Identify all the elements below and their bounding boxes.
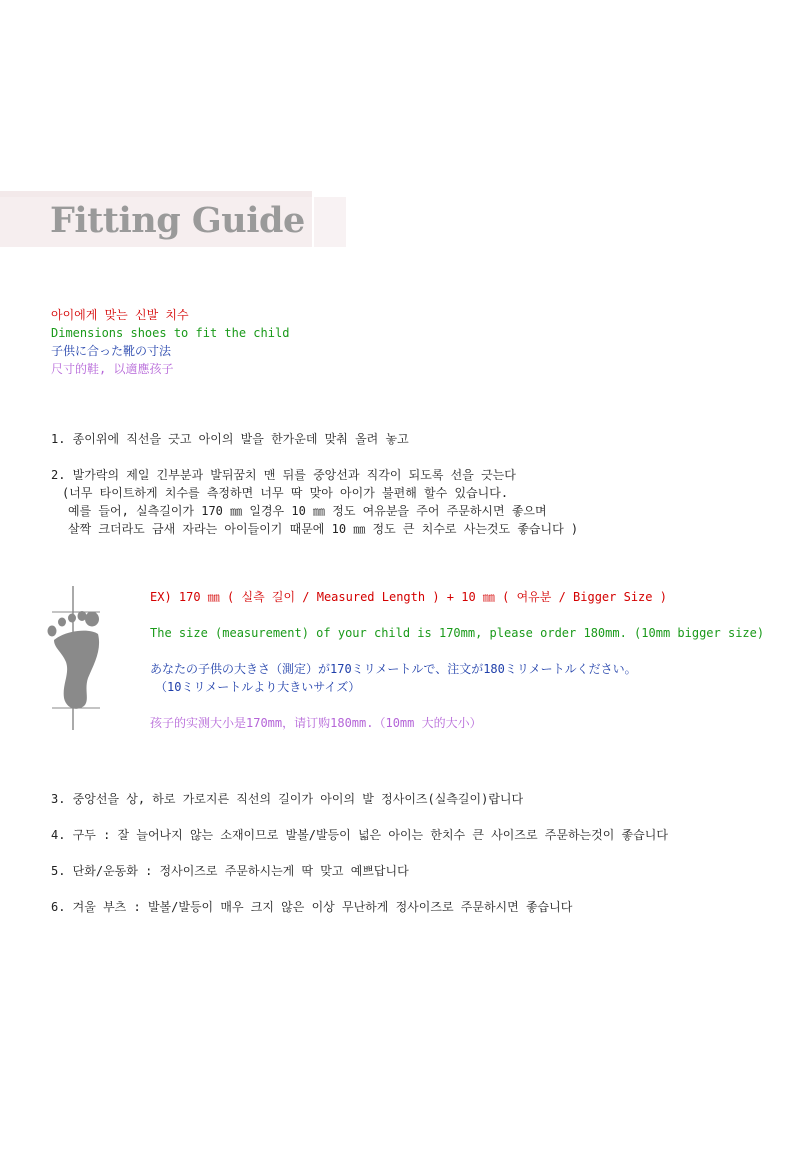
- step-6: 6. 겨울 부츠 : 발볼/발등이 매우 크지 않은 이상 무난하게 정사이즈로 주문하시면 좋습니다: [51, 900, 573, 914]
- step-1: 1. 종이위에 직선을 긋고 아이의 발을 한가운데 맞춰 올려 놓고: [51, 432, 409, 446]
- step-2-note-2: 예를 들어, 실측길이가 170 ㎜ 일경우 10 ㎜ 정도 여유분을 주어 주문하시면 좋으며: [68, 504, 547, 518]
- foot-measure-icon: [44, 586, 104, 732]
- example-japanese-1: あなたの子供の大きさ（測定）が170ミリメートルで、注文が180ミリメートルください。: [150, 662, 637, 676]
- step-2: 2. 발가락의 제일 긴부분과 발뒤꿈치 맨 뒤를 중앙선과 직각이 되도록 선을 긋는다: [51, 468, 516, 482]
- example-japanese-2: （10ミリメートルより大きいサイズ）: [155, 680, 361, 694]
- step-2-note-1: (너무 타이트하게 치수를 측정하면 너무 딱 맞아 아이가 불편해 할수 있습니다.: [62, 486, 509, 500]
- intro-korean: 아이에게 맞는 신발 치수: [51, 308, 189, 322]
- step-3: 3. 중앙선을 상, 하로 가로지른 직선의 길이가 아이의 발 정사이즈(실측길이)랍니다: [51, 792, 524, 806]
- step-4: 4. 구두 : 잘 늘어나지 않는 소재이므로 발볼/발등이 넓은 아이는 한치수 큰 사이즈로 주문하는것이 좋습니다: [51, 828, 668, 842]
- example-chinese: 孩子的实测大小是170mm，请订购180mm.（10mm 大的大小）: [150, 716, 482, 730]
- page-title: Fitting Guide: [50, 200, 305, 241]
- intro-japanese: 子供に合った靴の寸法: [51, 344, 172, 358]
- intro-chinese: 尺寸的鞋, 以適應孩子: [51, 362, 174, 376]
- example-english: The size (measurement) of your child is 170mm, please order 180mm. (10mm bigger size): [150, 626, 765, 640]
- example-korean: EX) 170 ㎜ ( 실측 길이 / Measured Length ) + 10 ㎜ ( 여유분 / Bigger Size ): [150, 590, 667, 604]
- step-2-note-3: 살짝 크더라도 금새 자라는 아이들이기 때문에 10 ㎜ 정도 큰 치수로 사는것도 좋습니다 ): [68, 522, 579, 536]
- banner-background-tail: [312, 197, 346, 247]
- intro-english: Dimensions shoes to fit the child: [51, 326, 290, 340]
- step-5: 5. 단화/운동화 : 정사이즈로 주문하시는게 딱 맞고 예쁘답니다: [51, 864, 409, 878]
